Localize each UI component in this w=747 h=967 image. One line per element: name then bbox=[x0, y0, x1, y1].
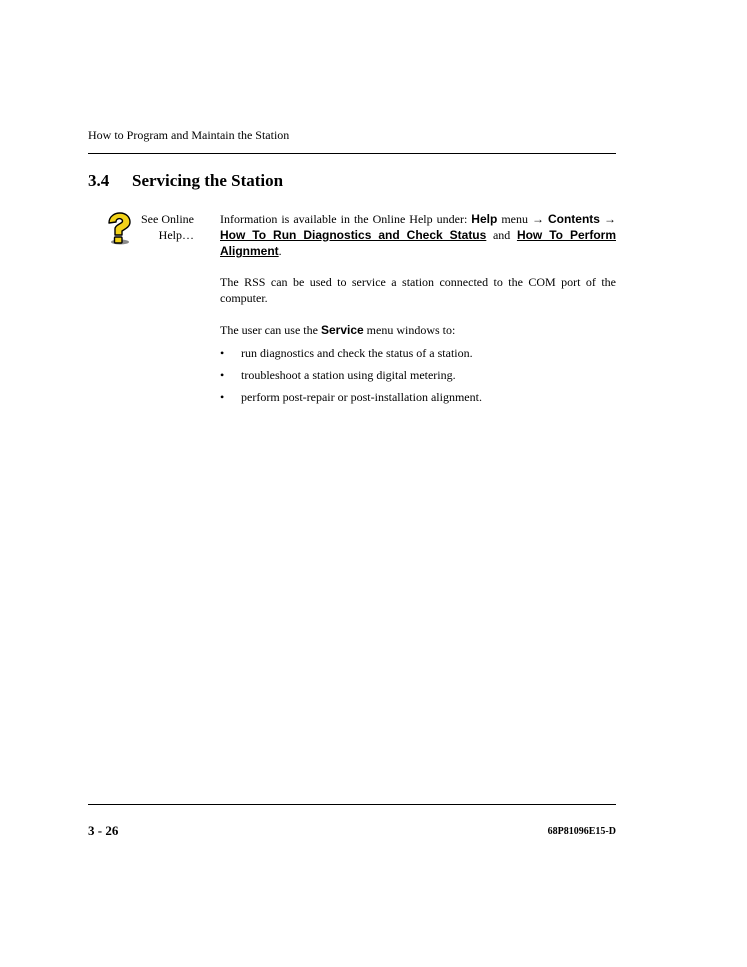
list-item bbox=[220, 345, 482, 361]
footer-rule bbox=[88, 804, 616, 805]
period-text: . bbox=[278, 244, 282, 258]
diagnostics-help-link[interactable]: How To Run Diagnostics and Check Status bbox=[220, 228, 487, 242]
rss-service-paragraph: The RSS can be used to service a station connected to the COM port of the computer. bbox=[220, 275, 616, 305]
service-tasks-list bbox=[220, 345, 482, 411]
see-online-help-label bbox=[130, 211, 194, 243]
list-item-text: run diagnostics and check the status of a station. bbox=[241, 346, 473, 360]
arrow-text: → bbox=[599, 212, 616, 226]
section-heading bbox=[88, 171, 283, 191]
section-number: 3.4 bbox=[88, 171, 110, 190]
bullet-marker: • bbox=[220, 346, 225, 360]
intro-text: Information is available in the Online Help under: bbox=[220, 212, 472, 226]
page-number: 3 - 26 bbox=[88, 823, 119, 838]
list-item bbox=[220, 389, 482, 405]
question-mark-help-icon bbox=[103, 212, 133, 246]
bullet-marker: • bbox=[220, 390, 225, 404]
see-online-line1: See Online bbox=[141, 212, 194, 226]
see-online-line2: Help… bbox=[158, 228, 194, 242]
service-intro-text: The user can use the bbox=[220, 323, 321, 337]
list-item-text: perform post-repair or post-installation alignment. bbox=[241, 390, 482, 404]
service-menu-paragraph bbox=[220, 322, 616, 338]
service-menu-label: Service bbox=[320, 323, 364, 337]
header-rule bbox=[88, 153, 616, 154]
document-code: 68P81096E15-D bbox=[547, 826, 616, 837]
help-menu-label: Help bbox=[471, 212, 498, 226]
menu-arrow-text: menu → bbox=[497, 212, 548, 226]
list-item-text: troubleshoot a station using digital metering. bbox=[241, 368, 456, 382]
running-header: How to Program and Maintain the Station bbox=[88, 128, 290, 142]
alignment-help-link[interactable]: How To Perform Alignment bbox=[220, 228, 616, 258]
bullet-marker: • bbox=[220, 368, 225, 382]
section-title: Servicing the Station bbox=[132, 171, 284, 190]
service-after-text: menu windows to: bbox=[363, 323, 456, 337]
contents-label: Contents bbox=[547, 212, 600, 226]
list-item bbox=[220, 367, 482, 383]
and-text: and bbox=[486, 228, 517, 242]
online-help-paragraph bbox=[220, 211, 616, 259]
